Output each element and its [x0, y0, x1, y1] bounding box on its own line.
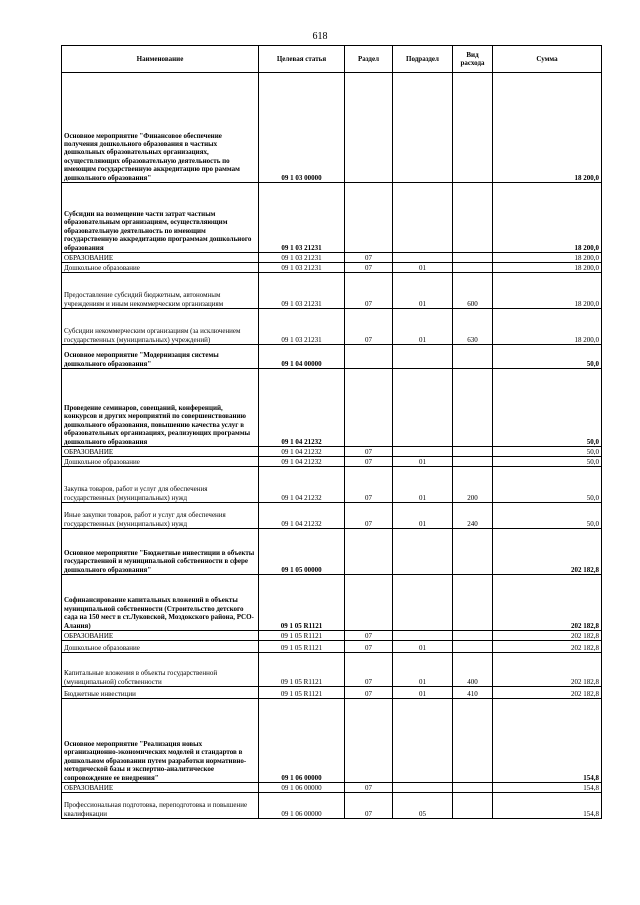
cell-sum: 202 182,8: [493, 653, 602, 687]
cell-subsection: [393, 447, 453, 457]
cell-target: 09 1 06 00000: [259, 793, 345, 819]
cell-sum: 18 200,0: [493, 309, 602, 345]
page-number: 618: [312, 31, 328, 42]
cell-target: 09 1 05 R1121: [259, 641, 345, 653]
cell-section: 07: [345, 273, 393, 309]
cell-expense-type: 200: [453, 467, 493, 503]
table-header-row: [62, 46, 602, 73]
table-row: [62, 653, 602, 687]
cell-section: [345, 73, 393, 183]
cell-subsection: 01: [393, 687, 453, 699]
table-row: [62, 273, 602, 309]
cell-subsection: 05: [393, 793, 453, 819]
cell-subsection: [393, 529, 453, 575]
cell-subsection: [393, 783, 453, 793]
cell-name: Софинансирование капитальных вложений в объекты муниципальной собственности (Строительство детского сада на 150 мест в ст.Луковской, Моздокского района, РСО-Алания): [62, 575, 259, 631]
cell-sum: 50,0: [493, 457, 602, 467]
cell-section: [345, 575, 393, 631]
cell-sum: 50,0: [493, 369, 602, 447]
cell-name: Дошкольное образование: [62, 263, 259, 273]
cell-expense-type: [453, 631, 493, 641]
cell-expense-type: [453, 183, 493, 253]
cell-target: 09 1 04 21232: [259, 503, 345, 529]
table-row: [62, 73, 602, 183]
cell-section: 07: [345, 457, 393, 467]
cell-expense-type: [453, 457, 493, 467]
cell-subsection: 01: [393, 309, 453, 345]
cell-name: Предоставление субсидий бюджетным, автономным учреждениям и иным некоммерческим организациям: [62, 273, 259, 309]
cell-subsection: 01: [393, 263, 453, 273]
cell-target: 09 1 03 21231: [259, 183, 345, 253]
cell-name: Профессиональная подготовка, переподготовка и повышение квалификации: [62, 793, 259, 819]
table-row: [62, 503, 602, 529]
cell-section: 07: [345, 687, 393, 699]
cell-expense-type: [453, 263, 493, 273]
cell-target: 09 1 05 00000: [259, 529, 345, 575]
cell-sum: 202 182,8: [493, 529, 602, 575]
cell-name: Субсидии на возмещение части затрат частным образовательным организациям, осуществляющим образовательную деятельность по имеющим государственную аккредитацию программам дошкольного образования: [62, 183, 259, 253]
cell-section: 07: [345, 263, 393, 273]
cell-name: ОБРАЗОВАНИЕ: [62, 253, 259, 263]
cell-sum: 50,0: [493, 345, 602, 369]
table-row: [62, 345, 602, 369]
cell-section: 07: [345, 631, 393, 641]
cell-name: Дошкольное образование: [62, 457, 259, 467]
cell-subsection: [393, 183, 453, 253]
cell-name: Бюджетные инвестиции: [62, 687, 259, 699]
cell-target: 09 1 04 21232: [259, 457, 345, 467]
cell-sum: 202 182,8: [493, 631, 602, 641]
cell-subsection: [393, 73, 453, 183]
cell-name: Дошкольное образование: [62, 641, 259, 653]
cell-subsection: [393, 631, 453, 641]
cell-name: Основное мероприятие "Модернизация системы дошкольного образования": [62, 345, 259, 369]
cell-target: 09 1 06 00000: [259, 783, 345, 793]
table-row: [62, 793, 602, 819]
cell-expense-type: [453, 641, 493, 653]
cell-sum: 154,8: [493, 793, 602, 819]
cell-sum: 50,0: [493, 467, 602, 503]
cell-name: Основное мероприятие "Реализация новых организационно-экономических моделей и стандартов в дошкольном образовании путем разработки нормативно-методической базы и экспертно-аналитическое сопровождение ее внедрения": [62, 699, 259, 783]
cell-target: 09 1 03 21231: [259, 263, 345, 273]
cell-sum: 18 200,0: [493, 183, 602, 253]
cell-section: [345, 345, 393, 369]
cell-target: 09 1 05 R1121: [259, 653, 345, 687]
cell-sum: 202 182,8: [493, 575, 602, 631]
cell-target: 09 1 04 21232: [259, 447, 345, 457]
cell-name: Закупка товаров, работ и услуг для обеспечения государственных (муниципальных) нужд: [62, 467, 259, 503]
cell-expense-type: [453, 575, 493, 631]
cell-subsection: 01: [393, 503, 453, 529]
cell-expense-type: 630: [453, 309, 493, 345]
cell-expense-type: [453, 345, 493, 369]
cell-expense-type: [453, 369, 493, 447]
cell-sum: 154,8: [493, 783, 602, 793]
cell-sum: 202 182,8: [493, 687, 602, 699]
cell-target: 09 1 05 R1121: [259, 575, 345, 631]
header-subsection: Подраздел: [393, 46, 453, 73]
cell-expense-type: [453, 253, 493, 263]
cell-sum: 18 200,0: [493, 263, 602, 273]
cell-target: 09 1 03 21231: [259, 253, 345, 263]
table-row: [62, 183, 602, 253]
cell-expense-type: [453, 699, 493, 783]
cell-name: Иные закупки товаров, работ и услуг для обеспечения государственных (муниципальных) нужд: [62, 503, 259, 529]
cell-name: ОБРАЗОВАНИЕ: [62, 783, 259, 793]
header-section: Раздел: [345, 46, 393, 73]
table-row: [62, 309, 602, 345]
cell-target: 09 1 03 21231: [259, 309, 345, 345]
cell-section: [345, 183, 393, 253]
table-row: [62, 457, 602, 467]
cell-section: [345, 699, 393, 783]
cell-name: Капитальные вложения в объекты государственной (муниципальной) собственности: [62, 653, 259, 687]
cell-subsection: 01: [393, 457, 453, 467]
cell-name: ОБРАЗОВАНИЕ: [62, 631, 259, 641]
cell-target: 09 1 03 21231: [259, 273, 345, 309]
table-row: [62, 253, 602, 263]
cell-target: 09 1 04 21232: [259, 467, 345, 503]
table-row: [62, 447, 602, 457]
cell-target: 09 1 04 21232: [259, 369, 345, 447]
cell-sum: 154,8: [493, 699, 602, 783]
cell-subsection: 01: [393, 641, 453, 653]
cell-expense-type: [453, 529, 493, 575]
cell-name: Основное мероприятие "Финансовое обеспечение получения дошкольного образования в частных дошкольных образовательных организациях, осуществляющих образовательную деятельность по имеющим государственную аккредитацию про раммам дошкольного образования": [62, 73, 259, 183]
cell-sum: 202 182,8: [493, 641, 602, 653]
cell-expense-type: 600: [453, 273, 493, 309]
cell-target: 09 1 05 R1121: [259, 687, 345, 699]
header-sum: Сумма: [493, 46, 602, 73]
cell-section: 07: [345, 467, 393, 503]
table-row: [62, 263, 602, 273]
cell-target: 09 1 04 00000: [259, 345, 345, 369]
cell-section: [345, 529, 393, 575]
table-row: [62, 631, 602, 641]
table-row: [62, 467, 602, 503]
cell-section: 07: [345, 503, 393, 529]
cell-section: 07: [345, 253, 393, 263]
cell-sum: 50,0: [493, 447, 602, 457]
cell-subsection: [393, 345, 453, 369]
table-row: [62, 783, 602, 793]
cell-target: 09 1 05 R1121: [259, 631, 345, 641]
cell-section: 07: [345, 447, 393, 457]
budget-table: [61, 45, 602, 819]
cell-expense-type: [453, 793, 493, 819]
cell-section: 07: [345, 309, 393, 345]
cell-subsection: [393, 575, 453, 631]
cell-sum: 18 200,0: [493, 73, 602, 183]
cell-subsection: [393, 699, 453, 783]
cell-expense-type: 410: [453, 687, 493, 699]
cell-subsection: 01: [393, 467, 453, 503]
cell-name: Проведение семинаров, совещаний, конференций, конкурсов и других мероприятий по совершенствованию дошкольного образования, повышению качества услуг в образовательных организациях, реализующих программы дошкольного образования: [62, 369, 259, 447]
table-row: [62, 699, 602, 783]
table-row: [62, 575, 602, 631]
cell-expense-type: [453, 73, 493, 183]
cell-subsection: 01: [393, 273, 453, 309]
header-target: Целевая статья: [259, 46, 345, 73]
cell-subsection: [393, 369, 453, 447]
cell-target: 09 1 03 00000: [259, 73, 345, 183]
cell-section: 07: [345, 793, 393, 819]
cell-sum: 50,0: [493, 503, 602, 529]
cell-section: [345, 369, 393, 447]
cell-target: 09 1 06 00000: [259, 699, 345, 783]
header-expense-type: Вид расхода: [453, 46, 493, 73]
cell-subsection: 01: [393, 653, 453, 687]
cell-expense-type: 400: [453, 653, 493, 687]
cell-name: ОБРАЗОВАНИЕ: [62, 447, 259, 457]
cell-section: 07: [345, 641, 393, 653]
table-row: [62, 641, 602, 653]
table-row: [62, 687, 602, 699]
table-row: [62, 369, 602, 447]
cell-section: 07: [345, 653, 393, 687]
table-row: [62, 529, 602, 575]
cell-name: Основное мероприятие "Бюджетные инвестиции в объекты государственной и муниципальной собственности в сфере дошкольного образования": [62, 529, 259, 575]
cell-expense-type: [453, 447, 493, 457]
cell-sum: 18 200,0: [493, 273, 602, 309]
header-name: Наименование: [62, 46, 259, 73]
cell-expense-type: [453, 783, 493, 793]
cell-subsection: [393, 253, 453, 263]
cell-expense-type: 240: [453, 503, 493, 529]
cell-sum: 18 200,0: [493, 253, 602, 263]
cell-name: Субсидии некоммерческим организациям (за исключением государственных (муниципальных) учреждений): [62, 309, 259, 345]
cell-section: 07: [345, 783, 393, 793]
